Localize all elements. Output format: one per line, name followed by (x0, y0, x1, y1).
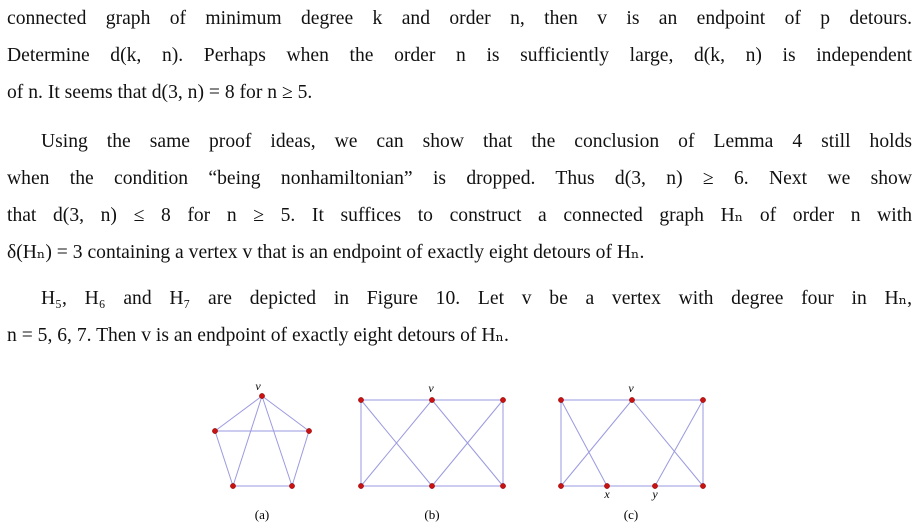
figure-caption-c: (c) (623, 507, 639, 522)
graph-vertex (289, 483, 294, 488)
text-line: of n. It seems that d(3, n) = 8 for n ≥ 5. (7, 82, 313, 103)
graph-h6 (358, 381, 505, 522)
graph-vertices (358, 397, 505, 488)
graph-vertex (429, 397, 434, 402)
text-line: Determine d(k, n). Perhaps when the order n is sufficiently large, d(k, n) is independent (7, 45, 912, 66)
vertex-label-y: y (652, 487, 658, 501)
text-line: when the condition “being nonhamiltonian” is dropped. Thus d(3, n) ≥ 6. Next we show (7, 168, 912, 189)
figure-10 (0, 380, 919, 530)
vertex-label-x: x (604, 487, 610, 501)
text-line: connected graph of minimum degree k and order n, then v is an endpoint of p detours. (7, 8, 912, 29)
graph-edge (233, 396, 262, 486)
text-line: that d(3, n) ≤ 8 for n ≥ 5. It suffices to construct a connected graph Hₙ of order n with (7, 205, 912, 226)
graph-edge (262, 396, 309, 431)
graph-edge (215, 431, 233, 486)
text-line: Using the same proof ideas, we can show that the conclusion of Lemma 4 still holds (41, 131, 912, 152)
graph-vertices (212, 393, 311, 488)
figure-10-graphs (0, 380, 919, 530)
graph-edge (655, 400, 703, 486)
graph-edge (632, 400, 703, 486)
graph-vertex (700, 397, 705, 402)
figure-caption-b: (b) (424, 507, 440, 522)
graph-vertex (306, 428, 311, 433)
graph-vertices (558, 397, 705, 488)
graph-edge (215, 396, 262, 431)
graph-vertex (500, 397, 505, 402)
graph-edge (561, 400, 607, 486)
graph-vertex (358, 483, 363, 488)
vertex-label-v: v (628, 381, 634, 395)
vertex-label-v: v (428, 381, 434, 395)
graph-edges (561, 400, 703, 486)
text-line: H₅, H₆ and H₇ are depicted in Figure 10. Let v be a vertex with degree four in Hₙ, (41, 288, 912, 309)
graph-h5 (212, 380, 311, 522)
paragraph-2 (7, 123, 912, 271)
graph-edge (292, 431, 309, 486)
text-line: δ(Hₙ) = 3 containing a vertex v that is an endpoint of exactly eight detours of Hₙ. (7, 242, 645, 263)
graph-vertex (358, 397, 363, 402)
graph-vertex (700, 483, 705, 488)
graph-edges (215, 396, 309, 486)
graph-edges (361, 400, 503, 486)
figure-caption-a: (a) (254, 507, 270, 522)
graph-vertex (558, 397, 563, 402)
paper-page (7, 0, 912, 354)
graph-vertex (429, 483, 434, 488)
graph-vertex (212, 428, 217, 433)
vertex-label-v: v (255, 380, 261, 393)
graph-vertex (230, 483, 235, 488)
graph-h7 (558, 381, 705, 522)
graph-vertex (629, 397, 634, 402)
graph-vertex (259, 393, 264, 398)
graph-vertex (558, 483, 563, 488)
paragraph-1 (7, 0, 912, 111)
graph-vertex (500, 483, 505, 488)
paragraph-3 (7, 280, 912, 354)
graph-edge (561, 400, 632, 486)
graph-edge (262, 396, 292, 486)
text-line: n = 5, 6, 7. Then v is an endpoint of exactly eight detours of Hₙ. (7, 325, 509, 346)
